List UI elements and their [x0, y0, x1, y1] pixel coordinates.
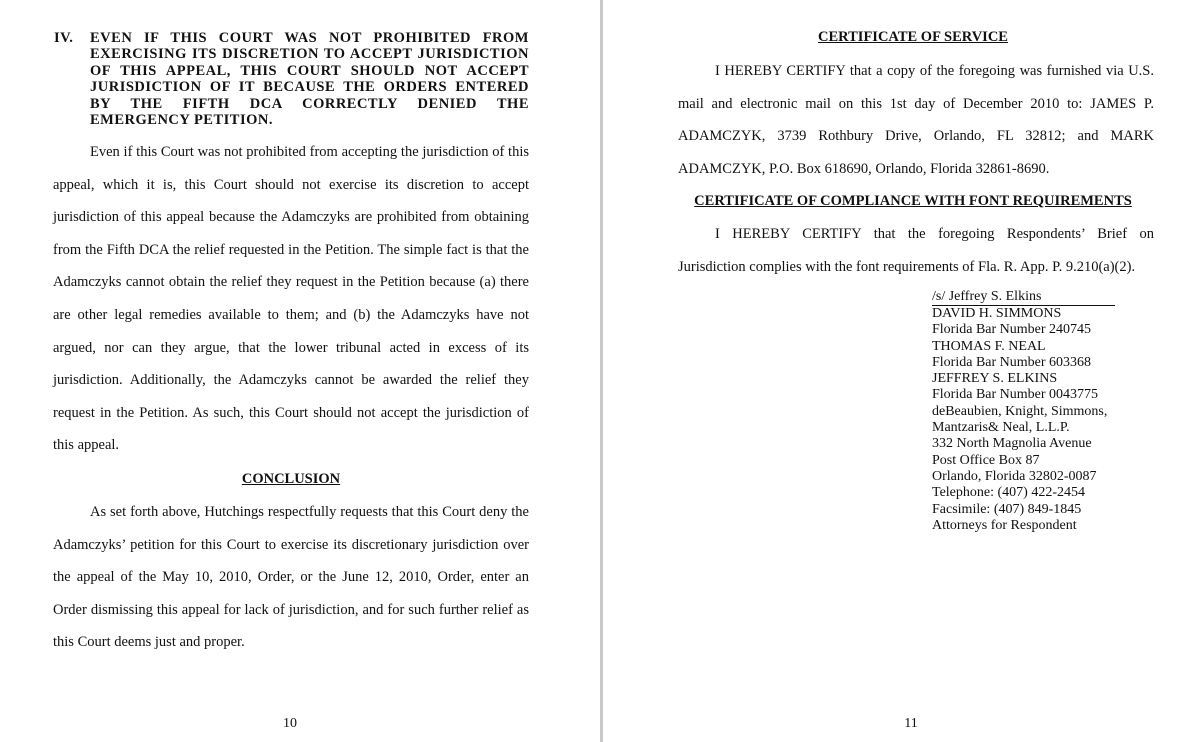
certificate-of-compliance-paragraph: I HEREBY CERTIFY that the foregoing Respondents’ Brief on Jurisdiction complies with the font requirements of Fla. R. App. P. 9.210(a)(2).	[678, 226, 1154, 275]
signature-line: 332 North Magnolia Avenue	[932, 436, 1092, 452]
section-number: IV.	[54, 30, 74, 46]
signature-line: Attorneys for Respondent	[932, 517, 1077, 533]
page-number-right: 11	[904, 716, 918, 731]
signature-line: Mantzaris& Neal, L.L.P.	[932, 420, 1070, 436]
page-11	[603, 0, 1200, 742]
certificate-of-service-paragraph: I HEREBY CERTIFY that a copy of the foregoing was furnished via U.S. mail and electronic mail on this 1st day of December 2010 to: JAMES P. ADAMCZYK, 3739 Rothbury Drive, Orlando, FL 32812; and MARK ADAMCZYK, P.O. Box 618690, Orlando, Florida 32861-8690.	[678, 63, 1154, 177]
certificate-of-compliance-title: CERTIFICATE OF COMPLIANCE WITH FONT REQUIREMENTS	[694, 193, 1132, 209]
argument-paragraph: Even if this Court was not prohibited from accepting the jurisdiction of this appeal, which it is, this Court should not exercise its discretion to accept jurisdiction of this appeal because the Adamczyks are prohibited from obtaining from the Fifth DCA the relief requested in the Petition. The simple fact is that the Adamczyks cannot obtain the relief they request in the Petition because (a) there are other legal remedies available to them; and (b) the Adamczyks have not argued, nor can they argue, that the lower tribunal acted in excess of its jurisdiction. Additionally, the Adamczyks cannot be awarded the relief they request in the Petition. As such, this Court should not accept the jurisdiction of this appeal.	[53, 144, 529, 454]
signature-line: Orlando, Florida 32802-0087	[932, 468, 1097, 484]
conclusion-paragraph: As set forth above, Hutchings respectfully requests that this Court deny the Adamczyks’ petition for this Court to exercise its discretionary jurisdiction over the appeal of the May 10, 2010, Order, or the June 12, 2010, Order, enter an Order dismissing this appeal for lack of jurisdiction, and for such further relief as this Court deems just and proper.	[53, 504, 529, 651]
signature-line: deBeaubien, Knight, Simmons,	[932, 403, 1108, 419]
page-number-left: 10	[283, 716, 297, 731]
signature-line: Florida Bar Number 240745	[932, 322, 1092, 338]
signature-line: Telephone: (407) 422-2454	[932, 485, 1085, 501]
conclusion-title: CONCLUSION	[241, 471, 341, 487]
signature-block	[932, 289, 1115, 534]
signature-line: THOMAS F. NEAL	[932, 338, 1046, 354]
electronic-signature: /s/ Jeffrey S. Elkins	[932, 289, 1115, 306]
signature-line: Florida Bar Number 0043775	[932, 387, 1099, 403]
signature-line: JEFFREY S. ELKINS	[932, 371, 1058, 387]
signature-line: Facsimile: (407) 849-1845	[932, 501, 1082, 517]
certificate-of-service-title: CERTIFICATE OF SERVICE	[818, 29, 1008, 45]
signature-line: DAVID H. SIMMONS	[932, 306, 1062, 321]
section-heading: EVEN IF THIS COURT WAS NOT PROHIBITED FROM EXERCISING ITS DISCRETION TO ACCEPT JURISDICTION OF THIS APPEAL, THIS COURT SHOULD NOT ACCEPT JURISDICTION OF IT BECAUSE THE ORDERS ENTERED BY THE FIFTH DCA CORRECTLY DENIED THE EMERGENCY PETITION.	[90, 30, 529, 129]
signature-line: Florida Bar Number 603368	[932, 354, 1092, 370]
signature-line: Post Office Box 87	[932, 452, 1040, 468]
